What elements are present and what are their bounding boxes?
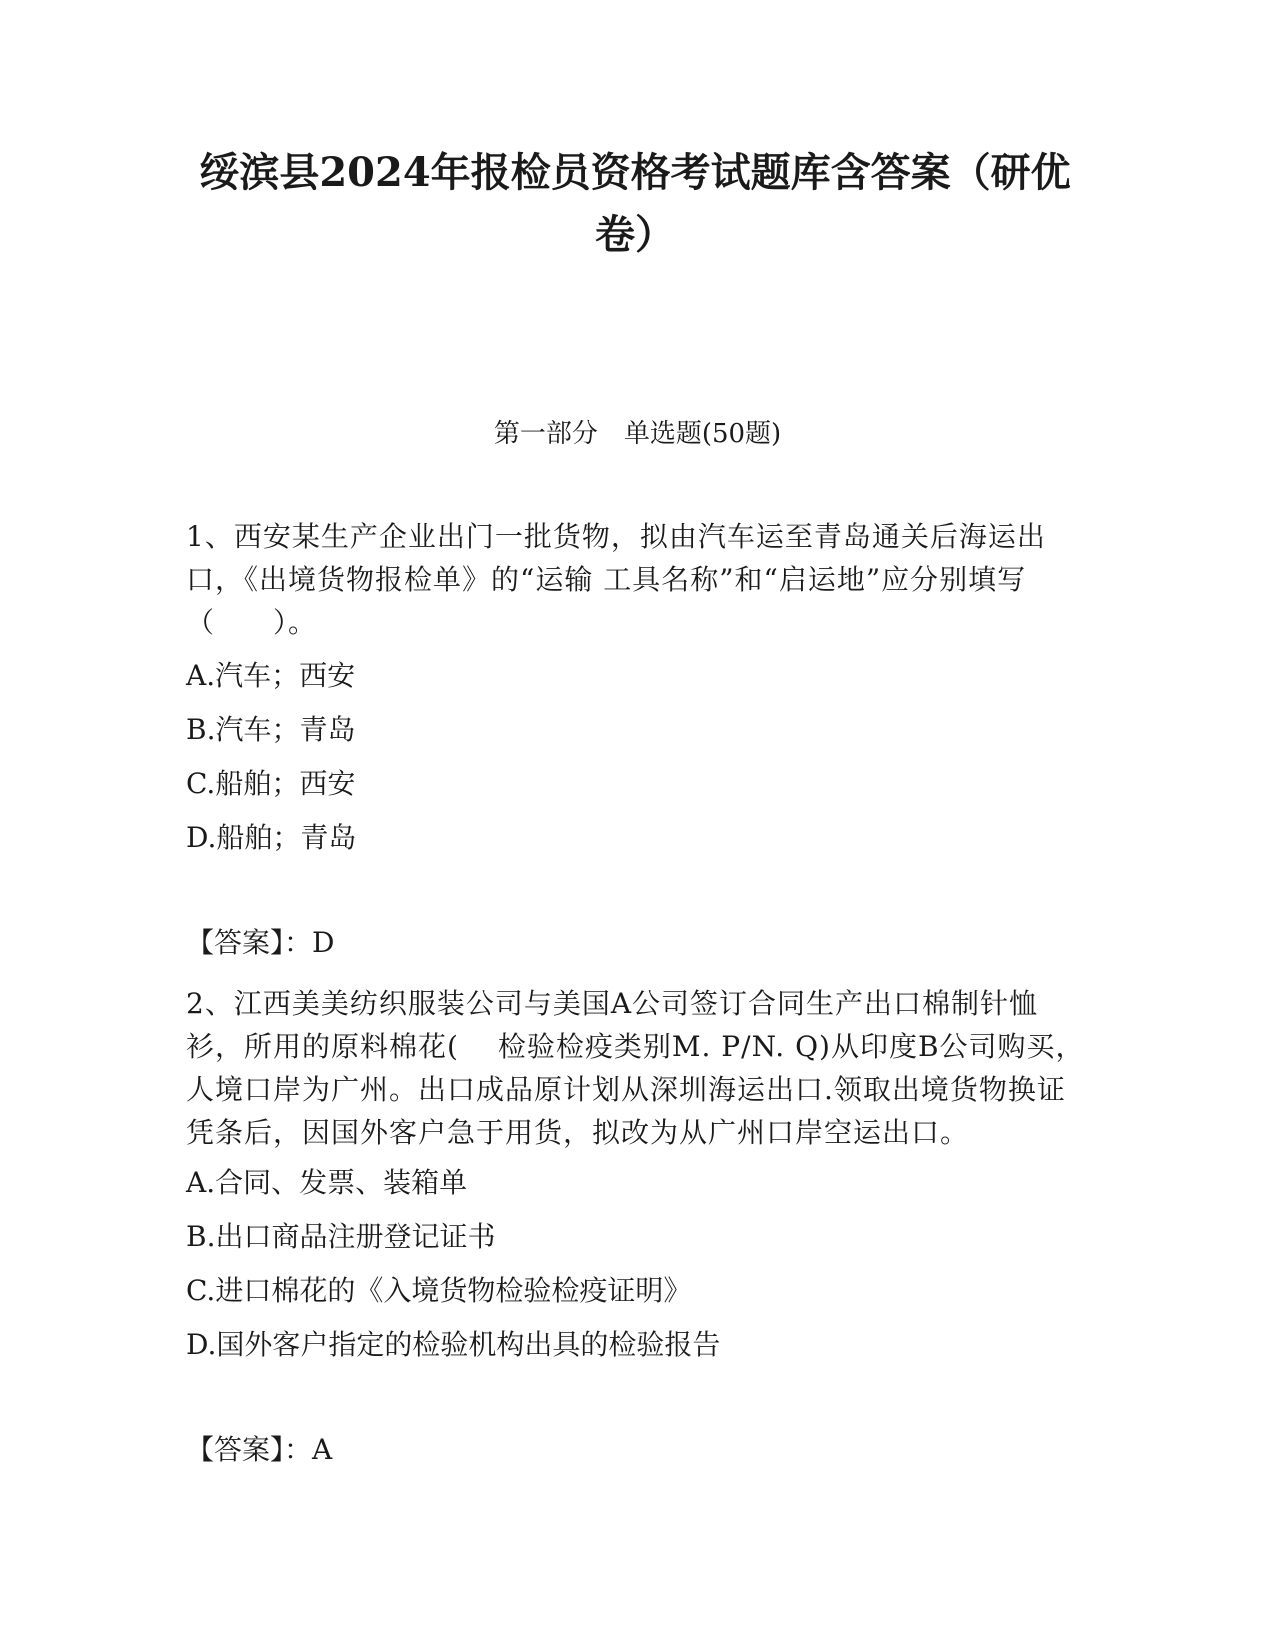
question-1-option-c: C.船舶；西安	[186, 767, 356, 800]
question-2-answer: 【答案】：A	[186, 1433, 333, 1466]
question-1-stem: 1、西安某生产企业出门一批货物，拟由汽车运至青岛通关后海运出口，《出境货物报检单》的“运输 工具名称”和“启运地”应分别填写（ ）。	[186, 520, 1046, 639]
question-2-option-c: C.进口棉花的《入境货物检验检疫证明》	[186, 1274, 692, 1307]
question-1-option-b: B.汽车；青岛	[186, 713, 356, 746]
question-1-option-d: D.船舶；青岛	[186, 821, 357, 854]
question-2-option-d: D.国外客户指定的检验机构出具的检验报告	[186, 1328, 721, 1361]
document-title: 绥滨县2024年报检员资格考试题库含答案（研优卷）	[199, 149, 1071, 258]
question-1-option-a: A.汽车；西安	[186, 659, 356, 692]
question-1-answer: 【答案】：D	[186, 926, 335, 959]
question-2-stem: 2、江西美美纺织服装公司与美国A公司签订合同生产出口棉制针恤衫，所用的原料棉花( 检验检疫类别M. P/N. Q)从印度B公司购买，人境口岸为广州。出口成品原计划从深圳海运出口.领取出境货物换证凭条后，因国外客户急于用货，拟改为从广州口岸空运出口。	[186, 987, 1085, 1149]
question-2-option-a: A.合同、发票、装箱单	[186, 1166, 468, 1199]
question-2-option-b: B.出口商品注册登记证书	[186, 1220, 496, 1253]
section-heading: 第一部分 单选题(50题)	[493, 419, 782, 449]
